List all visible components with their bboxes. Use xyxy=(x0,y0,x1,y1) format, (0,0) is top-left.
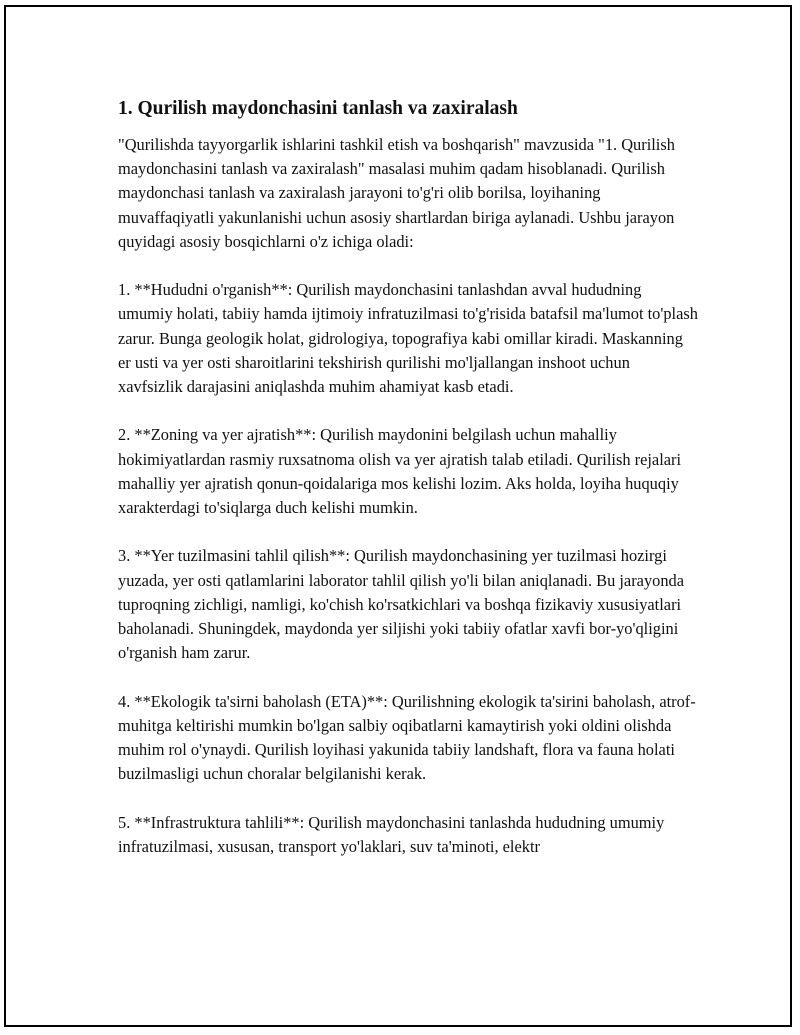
section-heading: 1. Qurilish maydonchasini tanlash va zaxiralash xyxy=(118,98,518,119)
paragraph-site-study: 1. **Hududni o'rganish**: Qurilish maydonchasini tanlashdan avval hududning umumiy holati, tabiiy hamda ijtimoiy infratuzilmasi to'g'risida batafsil ma'lumot to'plash zarur. Bunga geologik holat, gidrologiya, topografiya kabi omillar kiradi. Maskanning er usti va yer osti sharoitlarini tekshirish qurilishi mo'ljallangan inshoot uchun xavfsizlik darajasini aniqlashda muhim ahamiyat kasb etadi. xyxy=(118,280,698,397)
paragraph-ecological-assessment: 4. **Ekologik ta'sirni baholash (ETA)**: Qurilishning ekologik ta'sirini baholash, atrof-muhitga keltirishi mumkin bo'lgan salbiy oqibatlarni kamaytirish yoki oldini olishda muhim rol o'ynaydi. Qurilish loyihasi yakunida tabiiy landshaft, flora va fauna holati buzilmasligi uchun choralar belgilanishi kerak. xyxy=(118,691,696,784)
paragraph-zoning: 2. **Zoning va yer ajratish**: Qurilish maydonini belgilash uchun mahalliy hokimiyatlardan rasmiy ruxsatnoma olish va yer ajratish talab etiladi. Qurilish rejalari mahalliy yer ajratish qonun-qoidalariga mos kelishi lozim. Aks holda, loyiha huquqiy xarakterdagi to'siqlarga duch kelishi mumkin. xyxy=(118,425,682,518)
document-content xyxy=(118,97,698,883)
document-page xyxy=(4,5,792,1027)
paragraph-soil-analysis: 3. **Yer tuzilmasini tahlil qilish**: Qurilish maydonchasining yer tuzilmasi hozirgi yuzada, yer osti qatlamlarini laborator tahlil qilish yo'li bilan aniqlanadi. Bu jarayonda tuproqning zichligi, namligi, ko'chish ko'rsatkichlari va boshqa fizikaviy xususiyatlari baholanadi. Shuningdek, maydonda yer siljishi yoki tabiiy ofatlar xavfi bor-yo'qligini o'rganish ham zarur. xyxy=(118,546,684,663)
paragraph-infrastructure: 5. **Infrastruktura tahlili**: Qurilish maydonchasini tanlashda hududning umumiy infratuzilmasi, xususan, transport yo'laklari, suv ta'minoti, elektr xyxy=(118,812,665,856)
intro-paragraph: "Qurilishda tayyorgarlik ishlarini tashkil etish va boshqarish" mavzusida "1. Qurilish maydonchasini tanlash va zaxiralash" masalasi muhim qadam hisoblanadi. Qurilish maydonchasi tanlash va zaxiralash jarayoni to'g'ri olib borilsa, loyihaning muvaffaqiyatli yakunlanishi uchun asosiy shartlardan biriga aylanadi. Ushbu jarayon quyidagi asosiy bosqichlarni o'z ichiga oladi: xyxy=(118,135,675,251)
